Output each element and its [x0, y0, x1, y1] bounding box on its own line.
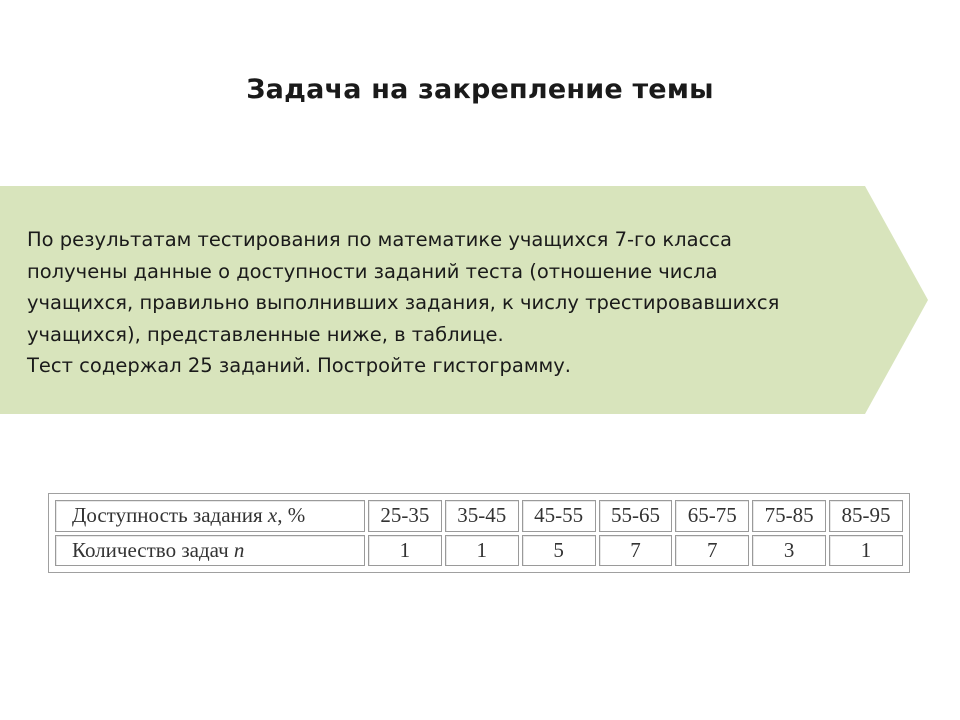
task-line: По результатам тестирования по математике учащихся 7-го класса — [27, 228, 732, 251]
task-line: учащихся), представленные ниже, в таблице. — [27, 322, 504, 346]
task-line: учащихся, правильно выполнивших задания, к числу трестировавшихся — [27, 291, 780, 314]
table-row-accessibility — [55, 500, 903, 532]
table-cell: 55-65 — [599, 500, 673, 532]
row-header-task-count — [55, 535, 365, 567]
variable-x: x — [267, 503, 278, 528]
table-cell: 7 — [675, 535, 749, 567]
table-cell: 85-95 — [829, 500, 903, 532]
table-cell: 3 — [752, 535, 826, 567]
task-description — [27, 224, 857, 382]
row-header-unit: , % — [277, 503, 306, 528]
variable-n: n — [233, 537, 245, 562]
table-row-task-count — [55, 535, 903, 567]
table-cell: 1 — [829, 535, 903, 567]
table-cell: 75-85 — [752, 500, 826, 532]
data-table — [52, 497, 906, 569]
task-line: получены данные о доступности заданий теста (отношение числа — [27, 259, 718, 283]
table-cell: 65-75 — [675, 500, 749, 532]
data-table-frame — [48, 493, 910, 573]
task-line: Тест содержал 25 заданий. Постройте гистограмму. — [27, 354, 572, 377]
table-cell: 35-45 — [445, 500, 519, 532]
table-cell: 1 — [445, 535, 519, 567]
table-cell: 5 — [522, 535, 596, 567]
row-header-text: Доступность задания — [72, 503, 268, 528]
row-header-text: Количество задач — [72, 537, 234, 562]
row-header-accessibility — [55, 500, 365, 532]
table-cell: 45-55 — [522, 500, 596, 532]
table-cell: 25-35 — [368, 500, 442, 532]
slide-title: Задача на закрепление темы — [246, 74, 714, 105]
table-cell: 1 — [368, 535, 442, 567]
table-cell: 7 — [599, 535, 673, 567]
